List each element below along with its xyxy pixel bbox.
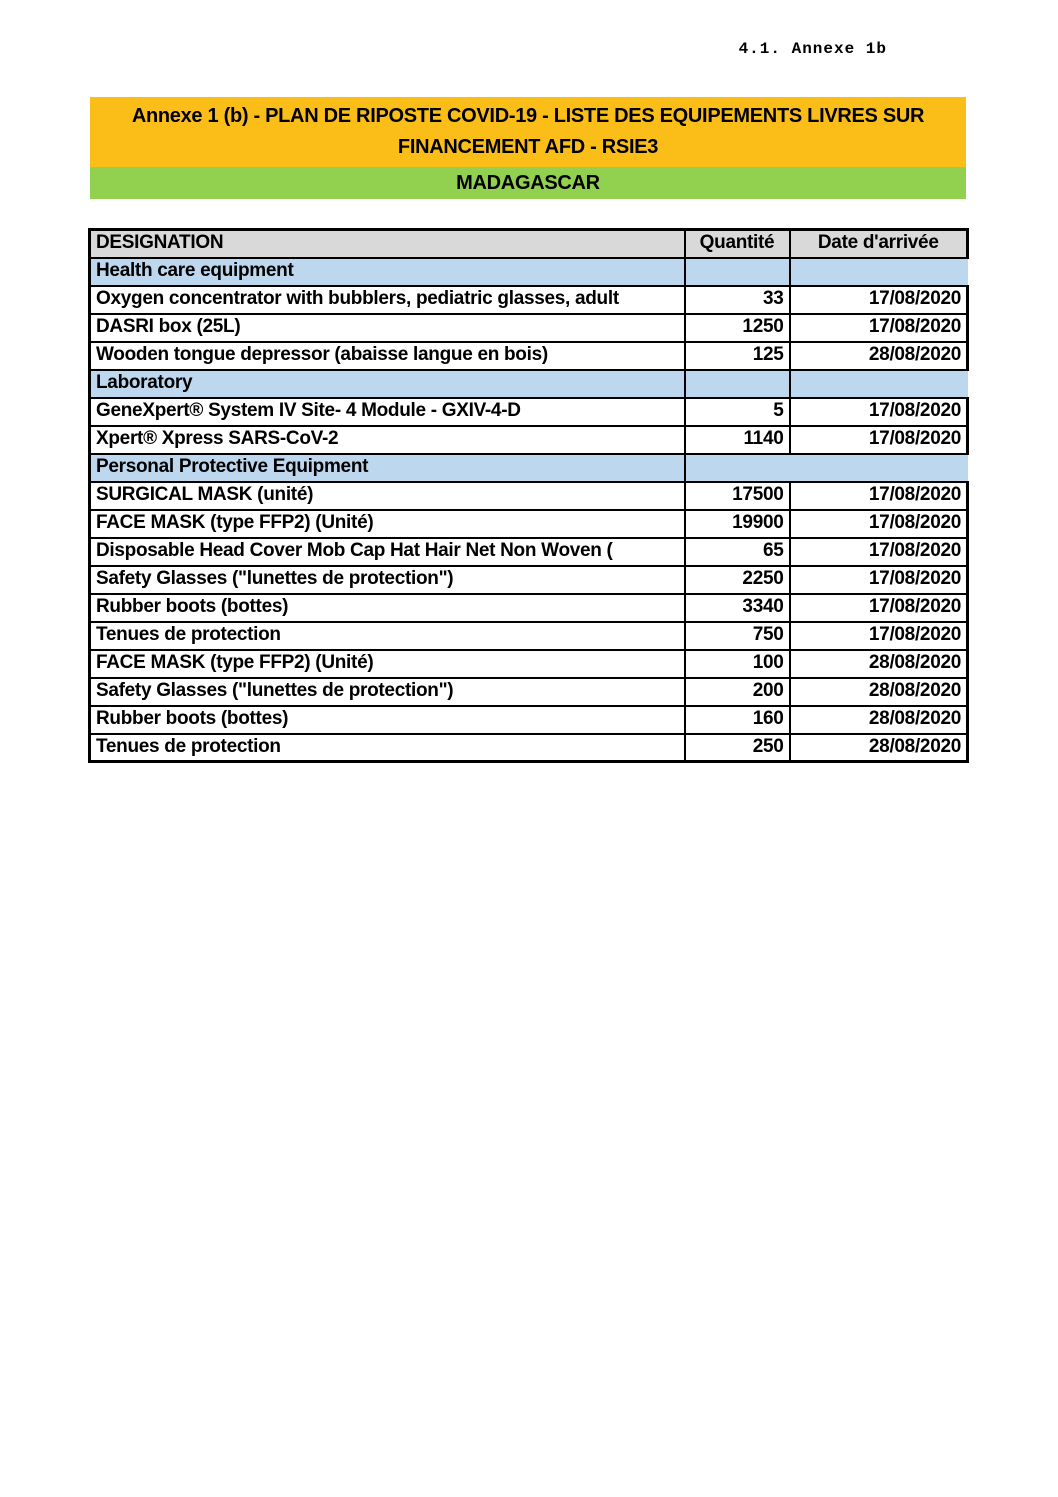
- section-row: [90, 370, 968, 398]
- column-header-designation: DESIGNATION: [90, 230, 685, 258]
- table-row: [90, 734, 968, 762]
- date-cell: 17/08/2020: [790, 510, 968, 538]
- table-row: [90, 678, 968, 706]
- quantity-cell: 160: [685, 706, 790, 734]
- quantity-cell: 1140: [685, 426, 790, 454]
- designation-cell: Safety Glasses ("lunettes de protection"): [90, 566, 685, 594]
- date-cell: 17/08/2020: [790, 622, 968, 650]
- document-title-line1: Annexe 1 (b) - PLAN DE RIPOSTE COVID-19 - LISTE DES EQUIPEMENTS LIVRES SUR: [131, 105, 925, 127]
- country-banner: MADAGASCAR: [90, 167, 966, 199]
- designation-cell: DASRI box (25L): [90, 314, 685, 342]
- designation-cell: FACE MASK (type FFP2) (Unité): [90, 650, 685, 678]
- quantity-cell: 750: [685, 622, 790, 650]
- date-cell: 17/08/2020: [790, 594, 968, 622]
- section-empty-cell: [790, 370, 968, 398]
- table-header: [90, 230, 968, 258]
- table-row: [90, 286, 968, 314]
- quantity-cell: 17500: [685, 482, 790, 510]
- table-row: [90, 650, 968, 678]
- designation-cell: SURGICAL MASK (unité): [90, 482, 685, 510]
- date-cell: 17/08/2020: [790, 314, 968, 342]
- designation-cell: Tenues de protection: [90, 622, 685, 650]
- section-label: Personal Protective Equipment: [90, 454, 685, 482]
- table-row: [90, 426, 968, 454]
- designation-cell: Rubber boots (bottes): [90, 594, 685, 622]
- document-title-line2: FINANCEMENT AFD - RSIE3: [397, 136, 659, 158]
- section-empty-cell: [685, 370, 790, 398]
- date-cell: 28/08/2020: [790, 650, 968, 678]
- document-title-banner: [90, 97, 966, 167]
- date-cell: 17/08/2020: [790, 482, 968, 510]
- date-cell: 28/08/2020: [790, 734, 968, 762]
- table-row: [90, 510, 968, 538]
- table-row: [90, 314, 968, 342]
- equipment-table: [88, 228, 969, 763]
- table-body: [90, 258, 968, 762]
- quantity-cell: 3340: [685, 594, 790, 622]
- designation-cell: Safety Glasses ("lunettes de protection"): [90, 678, 685, 706]
- quantity-cell: 100: [685, 650, 790, 678]
- designation-cell: FACE MASK (type FFP2) (Unité): [90, 510, 685, 538]
- quantity-cell: 2250: [685, 566, 790, 594]
- designation-cell: Disposable Head Cover Mob Cap Hat Hair Net Non Woven (: [90, 538, 685, 566]
- date-cell: 28/08/2020: [790, 342, 968, 370]
- column-header-date: Date d'arrivée: [790, 230, 968, 258]
- date-cell: 28/08/2020: [790, 678, 968, 706]
- quantity-cell: 1250: [685, 314, 790, 342]
- section-empty-cell: [685, 258, 790, 286]
- section-row: [90, 454, 968, 482]
- date-cell: 17/08/2020: [790, 566, 968, 594]
- table-row: [90, 342, 968, 370]
- designation-cell: Xpert® Xpress SARS-CoV-2: [90, 426, 685, 454]
- quantity-cell: 33: [685, 286, 790, 314]
- designation-cell: Rubber boots (bottes): [90, 706, 685, 734]
- page-corner-annotation: 4.1. Annexe 1b: [738, 40, 887, 58]
- table-row: [90, 706, 968, 734]
- date-cell: 17/08/2020: [790, 426, 968, 454]
- table-row: [90, 482, 968, 510]
- banner-block: [90, 97, 966, 199]
- quantity-cell: 65: [685, 538, 790, 566]
- quantity-cell: 200: [685, 678, 790, 706]
- date-cell: 28/08/2020: [790, 706, 968, 734]
- designation-cell: Wooden tongue depressor (abaisse langue en bois): [90, 342, 685, 370]
- quantity-cell: 19900: [685, 510, 790, 538]
- section-label: Health care equipment: [90, 258, 685, 286]
- section-empty-cell: [685, 454, 968, 482]
- quantity-cell: 250: [685, 734, 790, 762]
- equipment-table-container: [88, 228, 966, 763]
- designation-cell: Tenues de protection: [90, 734, 685, 762]
- table-row: [90, 566, 968, 594]
- section-empty-cell: [790, 258, 968, 286]
- table-header-row: [90, 230, 968, 258]
- table-row: [90, 594, 968, 622]
- section-row: [90, 258, 968, 286]
- section-label: Laboratory: [90, 370, 685, 398]
- date-cell: 17/08/2020: [790, 398, 968, 426]
- quantity-cell: 125: [685, 342, 790, 370]
- designation-cell: Oxygen concentrator with bubblers, pediatric glasses, adult: [90, 286, 685, 314]
- quantity-cell: 5: [685, 398, 790, 426]
- column-header-quantity: Quantité: [685, 230, 790, 258]
- date-cell: 17/08/2020: [790, 538, 968, 566]
- table-row: [90, 538, 968, 566]
- table-row: [90, 398, 968, 426]
- table-row: [90, 622, 968, 650]
- date-cell: 17/08/2020: [790, 286, 968, 314]
- designation-cell: GeneXpert® System IV Site- 4 Module - GXIV-4-D: [90, 398, 685, 426]
